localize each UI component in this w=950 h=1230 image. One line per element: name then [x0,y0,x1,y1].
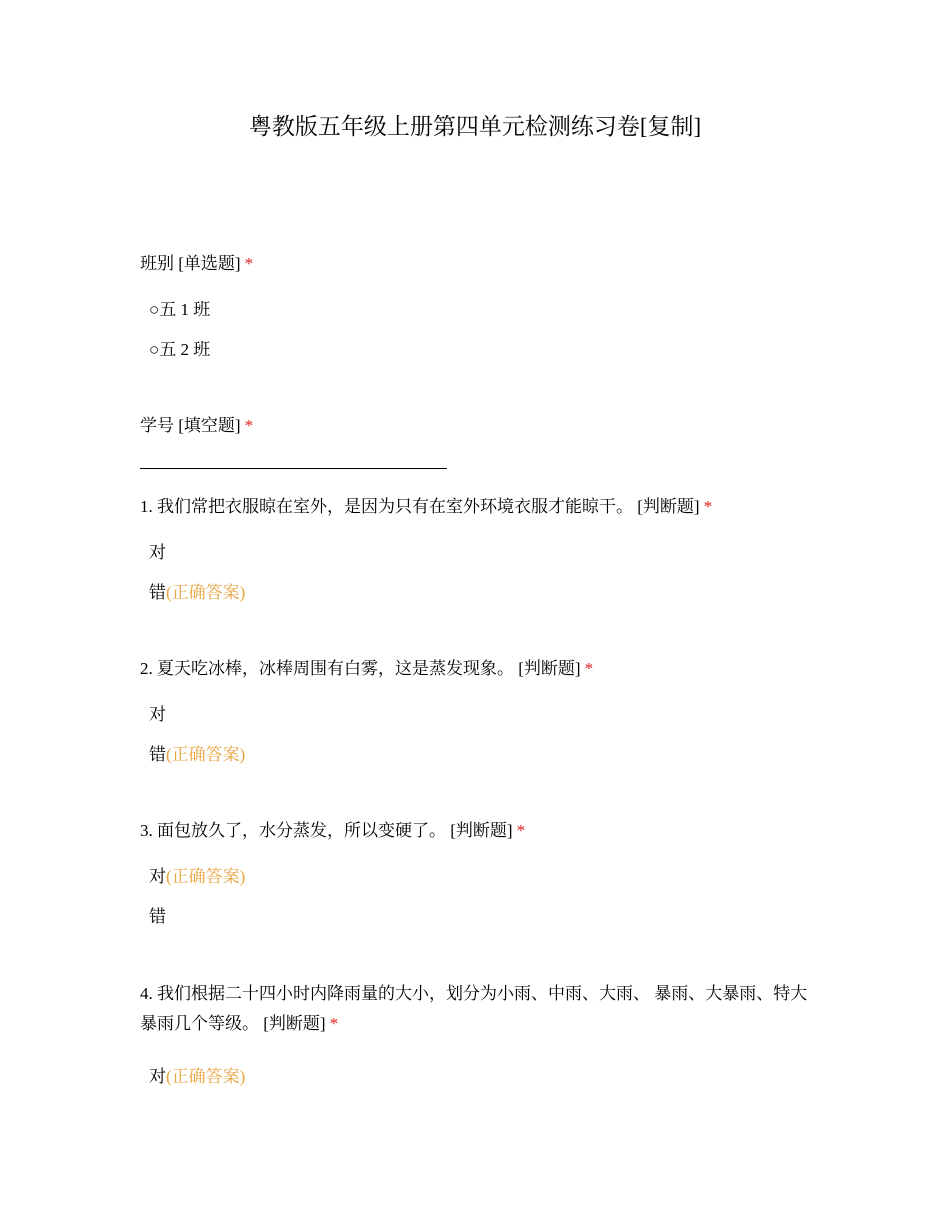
question-4 [140,979,810,1039]
question-text: 1. 我们常把衣服晾在室外，是因为只有在室外环境衣服才能晾干。 [判断题] [140,497,700,516]
option-label: 对 [149,543,166,562]
option-class-1[interactable] [149,298,210,322]
correct-answer-note: (正确答案) [166,583,246,602]
option-true[interactable] [149,865,245,889]
option-label: 对 [149,867,166,886]
option-label: 错 [149,907,166,926]
option-label: 对 [149,1067,166,1086]
option-true[interactable] [149,703,166,727]
fill-in-blank-line[interactable] [140,468,447,469]
question-student-id [140,411,820,441]
correct-answer-note: (正确答案) [166,1067,246,1086]
required-mark: * [516,821,526,840]
required-mark: * [244,254,254,273]
question-1 [140,492,820,522]
option-label: ○五 2 班 [149,340,211,359]
required-mark: * [584,659,594,678]
option-label: 错 [149,745,166,764]
correct-answer-note: (正确答案) [166,867,246,886]
question-text: 3. 面包放久了，水分蒸发，所以变硬了。 [判断题] [140,821,513,840]
question-text: 学号 [填空题] [140,416,241,435]
required-mark: * [703,497,713,516]
option-true[interactable] [149,1065,245,1089]
option-false[interactable] [149,581,245,605]
question-text: 2. 夏天吃冰棒，冰棒周围有白雾，这是蒸发现象。 [判断题] [140,659,581,678]
option-label: ○五 1 班 [149,300,211,319]
page-title: 粤教版五年级上册第四单元检测练习卷[复制] [248,114,702,139]
option-class-2[interactable] [149,338,210,362]
option-false[interactable] [149,743,245,767]
question-2 [140,654,820,684]
option-true[interactable] [149,541,166,565]
option-label: 对 [149,705,166,724]
option-false[interactable] [149,905,166,929]
question-text: 4. 我们根据二十四小时内降雨量的大小，划分为小雨、中雨、大雨、 暴雨、大暴雨、特大暴雨几个等级。 [判断题] [140,984,808,1033]
question-text: 班别 [单选题] [140,254,241,273]
correct-answer-note: (正确答案) [166,745,246,764]
required-mark: * [244,416,254,435]
question-3 [140,816,820,846]
question-class [140,249,820,279]
required-mark: * [329,1014,339,1033]
option-label: 错 [149,583,166,602]
